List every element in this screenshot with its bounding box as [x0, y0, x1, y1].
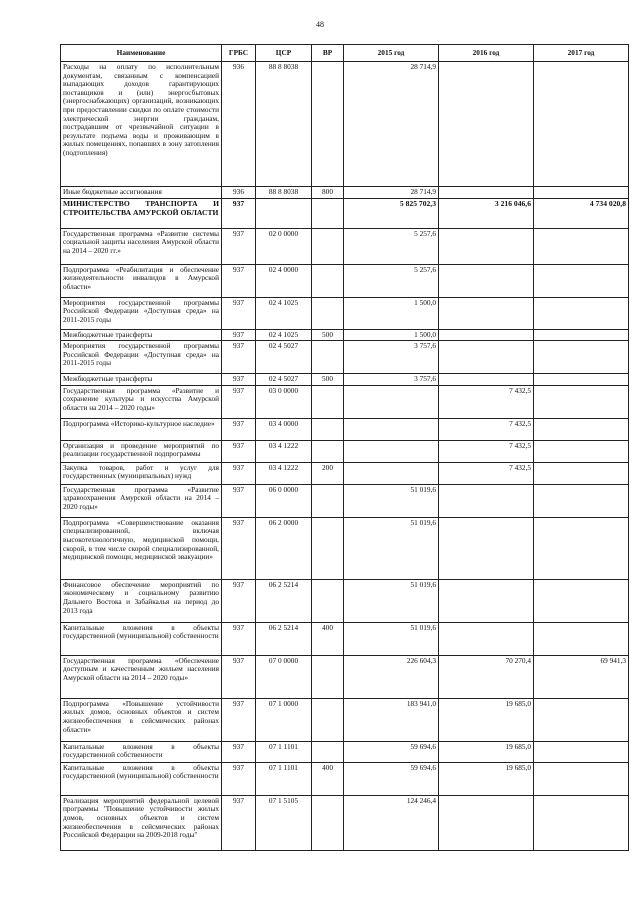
- cell-csr: 02 4 1025: [256, 329, 312, 341]
- table-row: [61, 329, 629, 341]
- cell-name: Межбюджетные трансферты: [61, 374, 222, 386]
- cell-y2017: [534, 329, 629, 341]
- cell-name: Реализация мероприятий федеральной целевой программы "Повышение устойчивости жилых домов, основных объектов и систем жизнеобеспечения в сейсмических районах Российской Федерации на 2009-2018 годы": [61, 795, 222, 850]
- cell-y2015: 3 757,6: [344, 341, 439, 374]
- cell-y2016: [439, 795, 534, 850]
- table-row: [61, 418, 629, 440]
- cell-name: Капитальные вложения в объекты государственной (муниципальной) собственности: [61, 622, 222, 655]
- cell-y2016: [439, 187, 534, 199]
- cell-grbs: 937: [222, 579, 256, 622]
- table-row: [61, 579, 629, 622]
- cell-vr: [312, 741, 344, 762]
- cell-csr: 02 4 5027: [256, 374, 312, 386]
- table-row: [61, 698, 629, 741]
- cell-csr: 07 1 0000: [256, 698, 312, 741]
- cell-y2016: [439, 517, 534, 579]
- cell-y2015: 226 604,3: [344, 655, 439, 698]
- cell-csr: 07 1 1101: [256, 741, 312, 762]
- cell-y2015: 183 941,0: [344, 698, 439, 741]
- header-name: Наименование: [61, 45, 222, 62]
- cell-y2016: 7 432,5: [439, 418, 534, 440]
- cell-y2017: [534, 741, 629, 762]
- cell-y2015: 59 694,6: [344, 741, 439, 762]
- cell-csr: 02 4 0000: [256, 264, 312, 297]
- cell-name: Мероприятия государственной программы Российской Федерации «Доступная среда» на 2011-2015 годы: [61, 297, 222, 329]
- cell-y2016: [439, 579, 534, 622]
- cell-y2016: 7 432,5: [439, 385, 534, 418]
- cell-y2016: [439, 228, 534, 264]
- cell-name: Подпрограмма «Повышение устойчивости жилых домов, основных объектов и систем жизнеобеспечения в сейсмических районах области»: [61, 698, 222, 741]
- table-row: [61, 762, 629, 795]
- cell-grbs: 936: [222, 62, 256, 187]
- cell-vr: [312, 795, 344, 850]
- cell-vr: [312, 198, 344, 228]
- cell-csr: 03 4 1222: [256, 440, 312, 462]
- cell-csr: [256, 198, 312, 228]
- cell-vr: 800: [312, 187, 344, 199]
- cell-name: Государственная программа «Развитие здравоохранения Амурской области на 2014 – 2020 годы»: [61, 484, 222, 517]
- cell-csr: 06 0 0000: [256, 484, 312, 517]
- cell-name: Финансовое обеспечение мероприятий по экономическому и социальному развитию Дальнего Востока и Забайкалья на период до 2013 года: [61, 579, 222, 622]
- cell-y2017: [534, 579, 629, 622]
- cell-y2015: [344, 418, 439, 440]
- cell-csr: 03 4 0000: [256, 418, 312, 440]
- table-row: [61, 517, 629, 579]
- cell-vr: [312, 698, 344, 741]
- cell-y2015: 5 257,6: [344, 228, 439, 264]
- table-row: [61, 795, 629, 850]
- cell-grbs: 937: [222, 484, 256, 517]
- cell-name: Подпрограмма «Историко-культурное наследие»: [61, 418, 222, 440]
- cell-grbs: 937: [222, 622, 256, 655]
- cell-csr: 02 4 5027: [256, 341, 312, 374]
- table-row: [61, 264, 629, 297]
- cell-y2017: [534, 698, 629, 741]
- cell-y2015: 51 019,6: [344, 579, 439, 622]
- cell-y2017: [534, 385, 629, 418]
- cell-name: Межбюджетные трансферты: [61, 329, 222, 341]
- cell-y2015: 124 246,4: [344, 795, 439, 850]
- cell-y2017: [534, 264, 629, 297]
- cell-y2016: 70 270,4: [439, 655, 534, 698]
- cell-y2016: [439, 62, 534, 187]
- table-header-row: [61, 45, 629, 62]
- cell-grbs: 937: [222, 264, 256, 297]
- cell-y2016: [439, 264, 534, 297]
- cell-name: Подпрограмма «Совершенствование оказания специализированной, включая высокотехнологичную, медицинской помощи, скорой, в том числе скорой специализированной, медицинской помощи, медицинской эвакуации»: [61, 517, 222, 579]
- budget-table: [60, 44, 629, 851]
- header-2015: 2015 год: [344, 45, 439, 62]
- cell-csr: 06 2 5214: [256, 579, 312, 622]
- cell-grbs: 937: [222, 517, 256, 579]
- table-row: [61, 484, 629, 517]
- cell-name: Организация и проведение мероприятий по реализации государственной подпрограммы: [61, 440, 222, 462]
- header-2016: 2016 год: [439, 45, 534, 62]
- cell-grbs: 937: [222, 329, 256, 341]
- cell-csr: 02 0 0000: [256, 228, 312, 264]
- cell-vr: [312, 579, 344, 622]
- cell-grbs: 937: [222, 385, 256, 418]
- cell-vr: [312, 418, 344, 440]
- cell-vr: 200: [312, 462, 344, 484]
- cell-name: Капитальные вложения в объекты государственной (муниципальной) собственности: [61, 762, 222, 795]
- cell-vr: [312, 440, 344, 462]
- table-row: [61, 385, 629, 418]
- cell-grbs: 937: [222, 297, 256, 329]
- cell-y2015: 1 500,0: [344, 329, 439, 341]
- cell-grbs: 937: [222, 440, 256, 462]
- cell-vr: [312, 484, 344, 517]
- cell-y2017: [534, 622, 629, 655]
- cell-y2017: [534, 374, 629, 386]
- cell-vr: [312, 264, 344, 297]
- cell-vr: [312, 62, 344, 187]
- header-csr: ЦСР: [256, 45, 312, 62]
- header-vr: ВР: [312, 45, 344, 62]
- table-row: [61, 297, 629, 329]
- cell-vr: [312, 228, 344, 264]
- cell-grbs: 937: [222, 341, 256, 374]
- cell-y2016: [439, 329, 534, 341]
- cell-grbs: 936: [222, 187, 256, 199]
- cell-y2015: 5 257,6: [344, 264, 439, 297]
- cell-csr: 03 0 0000: [256, 385, 312, 418]
- table-row: [61, 622, 629, 655]
- cell-vr: [312, 385, 344, 418]
- table-row: [61, 655, 629, 698]
- cell-y2017: [534, 795, 629, 850]
- table-row: [61, 62, 629, 187]
- cell-name: Мероприятия государственной программы Российской Федерации «Доступная среда» на 2011-2015 годы: [61, 341, 222, 374]
- cell-grbs: 937: [222, 198, 256, 228]
- cell-y2017: [534, 62, 629, 187]
- cell-y2015: [344, 462, 439, 484]
- table-row: [61, 462, 629, 484]
- cell-grbs: 937: [222, 762, 256, 795]
- cell-name: Закупка товаров, работ и услуг для государственных (муниципальных) нужд: [61, 462, 222, 484]
- table-row: [61, 228, 629, 264]
- cell-y2015: 28 714,9: [344, 62, 439, 187]
- cell-csr: 07 0 0000: [256, 655, 312, 698]
- cell-y2016: 19 685,0: [439, 741, 534, 762]
- cell-grbs: 937: [222, 228, 256, 264]
- cell-y2017: [534, 762, 629, 795]
- cell-y2017: 4 734 020,8: [534, 198, 629, 228]
- cell-csr: 03 4 1222: [256, 462, 312, 484]
- cell-vr: [312, 341, 344, 374]
- cell-grbs: 937: [222, 462, 256, 484]
- cell-y2015: 59 694,6: [344, 762, 439, 795]
- cell-csr: 06 2 5214: [256, 622, 312, 655]
- cell-y2016: 19 685,0: [439, 762, 534, 795]
- table-row: [61, 741, 629, 762]
- cell-vr: 500: [312, 329, 344, 341]
- cell-y2015: 3 757,6: [344, 374, 439, 386]
- cell-vr: 400: [312, 762, 344, 795]
- cell-y2017: [534, 341, 629, 374]
- cell-y2017: [534, 228, 629, 264]
- cell-vr: [312, 517, 344, 579]
- table-row: [61, 440, 629, 462]
- cell-y2017: 69 941,3: [534, 655, 629, 698]
- cell-y2016: [439, 484, 534, 517]
- cell-grbs: 937: [222, 741, 256, 762]
- cell-y2017: [534, 484, 629, 517]
- cell-y2017: [534, 187, 629, 199]
- cell-grbs: 937: [222, 698, 256, 741]
- cell-y2017: [534, 440, 629, 462]
- cell-y2016: [439, 374, 534, 386]
- cell-y2015: 51 019,6: [344, 622, 439, 655]
- cell-grbs: 937: [222, 655, 256, 698]
- table-row: [61, 374, 629, 386]
- cell-y2015: 51 019,6: [344, 517, 439, 579]
- cell-name: Капитальные вложения в объекты государственной собственности: [61, 741, 222, 762]
- cell-y2016: [439, 297, 534, 329]
- cell-y2017: [534, 517, 629, 579]
- cell-y2015: [344, 385, 439, 418]
- cell-y2016: 7 432,5: [439, 462, 534, 484]
- cell-grbs: 937: [222, 418, 256, 440]
- cell-y2015: 5 825 702,3: [344, 198, 439, 228]
- cell-name: Государственная программа «Развитие системы социальной защиты населения Амурской области на 2014 – 2020 гг.»: [61, 228, 222, 264]
- cell-csr: 88 8 8038: [256, 187, 312, 199]
- cell-name: Государственная программа «Обеспечение доступным и качественным жильем населения Амурской области на 2014 – 2020 годы»: [61, 655, 222, 698]
- cell-name: Расходы на оплату по исполнительным документам, связанным с компенсацией выпадающих доходов гарантирующих поставщиков и (или) энергосбытовых (энергоснабжающих) организаций, возникающих при предоставлении скидки по оплате стоимости электрической энергии гражданам, пострадавшим от чрезвычайной ситуации в результате подъема воды и проживающим в жилых помещениях, попавших в зону затопления (подтопления): [61, 62, 222, 187]
- table-row: [61, 341, 629, 374]
- cell-y2015: 28 714,9: [344, 187, 439, 199]
- cell-name: Иные бюджетные ассигнования: [61, 187, 222, 199]
- cell-y2017: [534, 418, 629, 440]
- cell-y2015: [344, 440, 439, 462]
- cell-grbs: 937: [222, 795, 256, 850]
- cell-y2016: [439, 341, 534, 374]
- cell-csr: 06 2 0000: [256, 517, 312, 579]
- cell-name: Государственная программа «Развитие и сохранение культуры и искусства Амурской области на 2014 – 2020 годы»: [61, 385, 222, 418]
- cell-y2016: 3 216 046,6: [439, 198, 534, 228]
- cell-vr: [312, 297, 344, 329]
- cell-y2015: 51 019,6: [344, 484, 439, 517]
- cell-y2016: [439, 622, 534, 655]
- ministry-row: [61, 198, 629, 228]
- cell-vr: 500: [312, 374, 344, 386]
- page-number: 48: [316, 20, 324, 29]
- header-2017: 2017 год: [534, 45, 629, 62]
- header-grbs: ГРБС: [222, 45, 256, 62]
- cell-y2017: [534, 462, 629, 484]
- cell-name: МИНИСТЕРСТВО ТРАНСПОРТА И СТРОИТЕЛЬСТВА АМУРСКОЙ ОБЛАСТИ: [61, 198, 222, 228]
- cell-y2016: 19 685,0: [439, 698, 534, 741]
- table-row: [61, 187, 629, 199]
- cell-csr: 88 8 8038: [256, 62, 312, 187]
- cell-grbs: 937: [222, 374, 256, 386]
- cell-vr: 400: [312, 622, 344, 655]
- cell-y2016: 7 432,5: [439, 440, 534, 462]
- cell-y2015: 1 500,0: [344, 297, 439, 329]
- cell-vr: [312, 655, 344, 698]
- table-body: [61, 62, 629, 851]
- cell-csr: 07 1 5105: [256, 795, 312, 850]
- cell-csr: 02 4 1025: [256, 297, 312, 329]
- cell-name: Подпрограмма «Реабилитация и обеспечение жизнедеятельности инвалидов в Амурской области»: [61, 264, 222, 297]
- cell-y2017: [534, 297, 629, 329]
- cell-csr: 07 1 1101: [256, 762, 312, 795]
